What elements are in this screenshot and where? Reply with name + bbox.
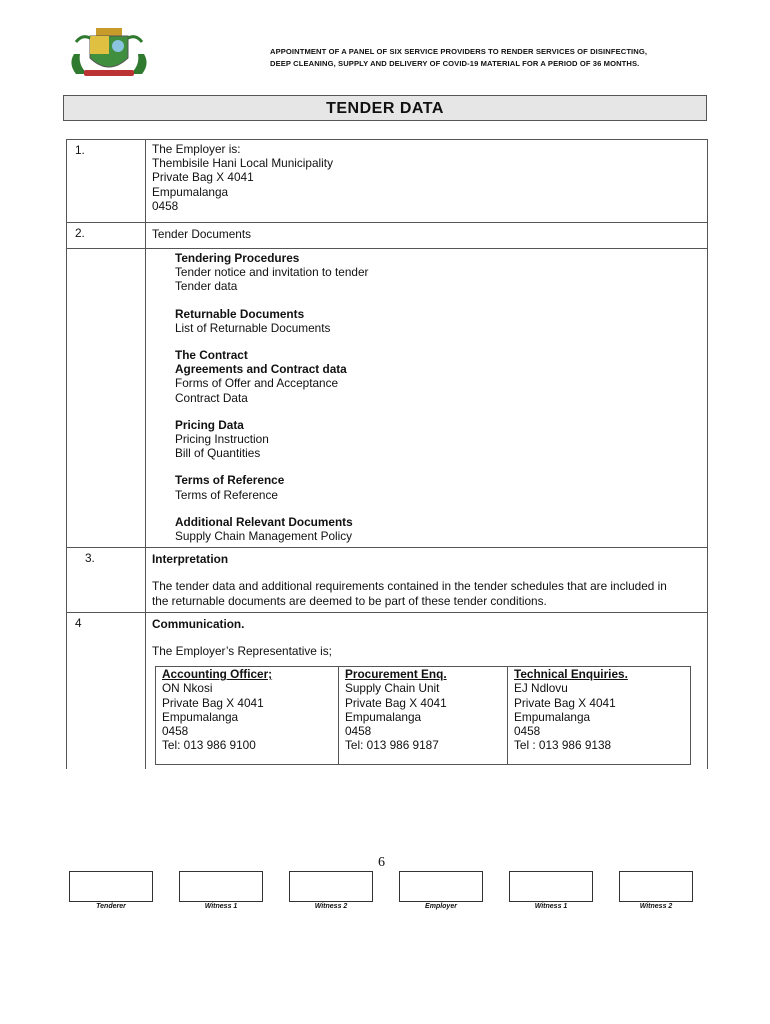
contact-procurement: Procurement Enq. Supply Chain Unit Private Bag X 4041 Empumalanga 0458 Tel: 013 986 9187: [339, 667, 508, 765]
row-number: 2.: [67, 223, 146, 249]
row-number: 4: [67, 612, 146, 769]
communication-heading: Communication.: [152, 616, 245, 631]
employer-label: The Employer is:: [152, 142, 241, 156]
documents-list: [146, 249, 708, 548]
table-row: [67, 612, 708, 769]
table-row: [67, 223, 708, 249]
signature-box-witness-1-employer[interactable]: [509, 871, 593, 902]
contact-technical: Technical Enquiries. EJ Ndlovu Private Bag X 4041 Empumalanga 0458 Tel : 013 986 9138: [508, 667, 691, 765]
table-row: [67, 548, 708, 613]
section-pricing-data: Pricing Data Pricing Instruction Bill of Quantities: [175, 417, 269, 461]
section-terms-of-reference: Terms of Reference Terms of Reference: [175, 473, 285, 502]
employer-name: Thembisile Hani Local Municipality: [152, 156, 333, 171]
header-line-2: DEEP CLEANING, SUPPLY AND DELIVERY OF COVID-19 MATERIAL FOR A PERIOD OF 36 MONTHS.: [270, 59, 640, 68]
section-returnable-documents: Returnable Documents List of Returnable Documents: [175, 306, 331, 335]
section-tendering-procedures: Tendering Procedures Tender notice and invitation to tender Tender data: [175, 251, 369, 294]
section-additional-documents: Additional Relevant Documents Supply Chain Management Policy: [175, 514, 353, 544]
contact-accounting-officer: Accounting Officer; ON Nkosi Private Bag X 4041 Empumalanga 0458 Tel: 013 986 9100: [156, 667, 339, 765]
tender-documents-label: Tender Documents: [146, 223, 708, 249]
table-row: [67, 249, 708, 548]
signature-box-witness-2-employer[interactable]: [619, 871, 693, 902]
signature-label: Tenderer: [96, 903, 126, 910]
page-number: 6: [378, 855, 385, 870]
employer-address: Private Bag X 4041: [152, 170, 254, 185]
signature-box-employer[interactable]: [399, 871, 483, 902]
tender-data-table: [66, 139, 708, 769]
signature-label: Witness 2: [639, 903, 673, 910]
signature-box-witness-1[interactable]: [179, 871, 263, 902]
employer-cell: [146, 140, 708, 223]
table-row: [67, 140, 708, 223]
communication-cell: Communication. The Employer’s Representative is; Accounting Officer; ON Nkosi Private Bag X 4041 Empumalanga 0458 Tel: 013 986 9100 Procurement Enq. Supply Chain Unit Private Bag X 4041 Empumalanga 0458 Tel: 013 986 9187 Technical Enquiries. EJ Ndlovu Private Bag X 4041 Empumalanga 0458 Tel : 013 986 9138: [146, 612, 708, 769]
signature-box-tenderer[interactable]: [69, 871, 153, 902]
row-number: 3.: [67, 548, 146, 613]
signature-box-witness-2[interactable]: [289, 871, 373, 902]
page-title: TENDER DATA: [63, 95, 707, 121]
header-line-1: APPOINTMENT OF A PANEL OF SIX SERVICE PROVIDERS TO RENDER SERVICES OF DISINFECTING,: [270, 47, 648, 56]
signature-label: Witness 1: [204, 903, 238, 910]
municipal-crest-logo: [66, 24, 152, 80]
interpretation-cell: Interpretation The tender data and additional requirements contained in the tender schedules that are included in the returnable documents are deemed to be part of these tender conditions.: [146, 548, 708, 613]
interpretation-heading: Interpretation: [152, 552, 229, 567]
section-the-contract: The Contract Agreements and Contract data Forms of Offer and Acceptance Contract Data: [175, 348, 347, 405]
signature-label: Witness 1: [534, 903, 568, 910]
signature-label: Employer: [425, 903, 457, 910]
signature-label: Witness 2: [314, 903, 348, 910]
document-header: [270, 46, 710, 70]
row-number: 1.: [67, 140, 146, 223]
employer-postcode: 0458: [152, 198, 179, 213]
contacts-table: [155, 666, 691, 765]
employer-province: Empumalanga: [152, 184, 229, 199]
